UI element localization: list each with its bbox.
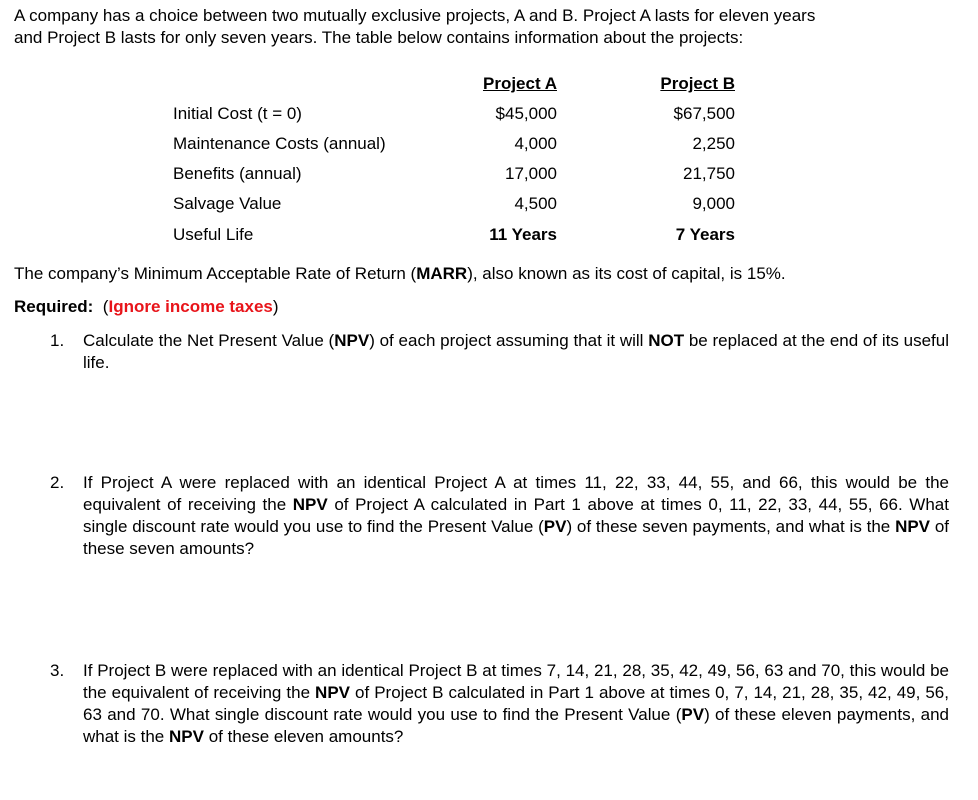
header-project-b: Project B xyxy=(660,74,735,93)
header-project-a: Project A xyxy=(482,74,557,93)
cell-initial-cost-b: $67,500 xyxy=(673,104,735,123)
cell-salvage-a: 4,500 xyxy=(514,194,557,213)
row-label-salvage: Salvage Value xyxy=(173,194,282,213)
cell-benefits-b: 21,750 xyxy=(683,164,735,183)
required-note: Ignore income taxes xyxy=(108,297,273,316)
question-number: 3. xyxy=(50,661,65,680)
question-text: If Project A were replaced with an identical Project A at times 11, 22, 33, 44, 55, and 66, this would be the equivalent of receiving the NPV of Project A calculated in Part 1 above at times 0, 11, 22, 33, 44, 55, 66. What single discount rate would you use to find the Present Value (PV) of these seven payments, and what is the NPV of these seven amounts? xyxy=(83,473,950,558)
question-number: 1. xyxy=(50,331,65,350)
intro-line-2: and Project B lasts for only seven years. The table below contains information about the projects: xyxy=(14,28,744,47)
question-number: 2. xyxy=(50,473,65,492)
question-text: Calculate the Net Present Value (NPV) of each project assuming that it will NOT be replaced at the end of its useful life. xyxy=(83,331,949,372)
intro-paragraph xyxy=(14,5,815,49)
row-label-useful-life: Useful Life xyxy=(173,225,254,244)
marr-statement: The company’s Minimum Acceptable Rate of Return (MARR), also known as its cost of capital, is 15%. xyxy=(14,264,786,283)
cell-initial-cost-a: $45,000 xyxy=(495,104,557,123)
row-label-benefits: Benefits (annual) xyxy=(173,164,302,183)
question-text: If Project B were replaced with an identical Project B at times 7, 14, 21, 28, 35, 42, 49, 56, 63 and 70, this would be the equivalent of receiving the NPV of Project B calculated in Part 1 above at times 0, 7, 14, 21, 28, 35, 42, 49, 56, 63 and 70. What single discount rate would you use to find the Present Value (PV) of these eleven payments, and what is the NPV of these eleven amounts? xyxy=(83,661,949,746)
cell-benefits-a: 17,000 xyxy=(505,164,557,183)
required-label: Required: xyxy=(14,297,94,316)
cell-useful-life-a: 11 Years xyxy=(489,225,557,244)
row-label-initial-cost: Initial Cost (t = 0) xyxy=(173,104,302,123)
cell-maintenance-a: 4,000 xyxy=(514,134,557,153)
cell-salvage-b: 9,000 xyxy=(692,194,735,213)
row-label-maintenance: Maintenance Costs (annual) xyxy=(173,134,386,153)
required-line: Required: (Ignore income taxes) xyxy=(14,297,279,316)
cell-useful-life-b: 7 Years xyxy=(675,225,735,244)
marr-term: MARR xyxy=(416,264,468,283)
intro-line-1: A company has a choice between two mutually exclusive projects, A and B. Project A lasts for eleven years xyxy=(14,6,816,25)
cell-maintenance-b: 2,250 xyxy=(692,134,735,153)
